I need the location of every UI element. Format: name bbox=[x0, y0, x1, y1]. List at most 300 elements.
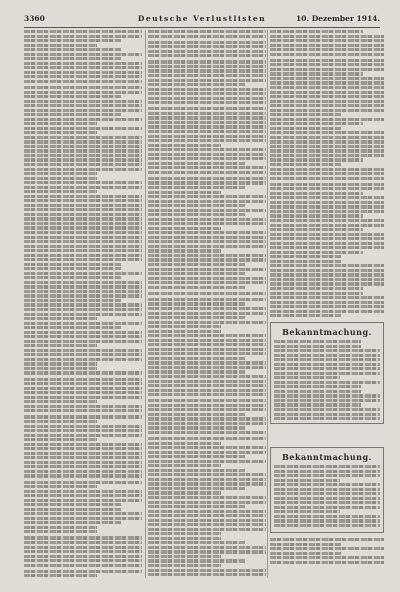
text-line bbox=[24, 521, 121, 524]
text-line bbox=[148, 532, 221, 535]
text-line bbox=[24, 75, 142, 78]
text-line bbox=[148, 272, 245, 275]
text-line bbox=[148, 181, 266, 184]
text-line bbox=[148, 389, 266, 392]
text-line bbox=[24, 536, 142, 539]
text-line bbox=[270, 278, 384, 281]
text-line bbox=[148, 209, 266, 212]
text-line bbox=[274, 488, 380, 491]
text-line bbox=[24, 456, 142, 459]
text-line bbox=[274, 470, 380, 473]
text-line bbox=[24, 358, 142, 361]
text-line bbox=[148, 442, 221, 445]
text-line bbox=[24, 145, 142, 148]
text-line bbox=[148, 537, 221, 540]
text-line bbox=[270, 177, 384, 180]
text-line bbox=[274, 340, 361, 343]
text-line bbox=[274, 510, 340, 513]
text-line bbox=[270, 310, 384, 313]
text-line bbox=[270, 210, 384, 213]
text-line bbox=[270, 314, 341, 317]
text-line bbox=[148, 227, 221, 230]
text-line bbox=[270, 547, 384, 550]
text-line bbox=[148, 298, 266, 301]
text-line bbox=[270, 149, 384, 152]
text-line bbox=[148, 177, 266, 180]
text-line bbox=[148, 375, 266, 378]
text-line bbox=[24, 326, 121, 329]
text-line bbox=[274, 367, 380, 370]
text-line bbox=[24, 48, 121, 51]
text-line bbox=[148, 352, 266, 355]
text-line bbox=[274, 358, 380, 361]
text-line bbox=[24, 447, 142, 450]
text-line bbox=[270, 269, 384, 272]
text-line bbox=[24, 308, 142, 311]
text-line bbox=[24, 331, 142, 334]
text-line bbox=[270, 127, 341, 130]
text-line bbox=[148, 254, 266, 257]
text-line bbox=[148, 83, 245, 86]
text-line bbox=[148, 496, 266, 499]
text-line bbox=[24, 136, 142, 139]
text-line bbox=[148, 148, 266, 151]
footer-note bbox=[270, 538, 384, 565]
text-line bbox=[274, 483, 380, 486]
text-line bbox=[270, 72, 363, 75]
text-line bbox=[148, 268, 266, 271]
text-line bbox=[24, 231, 142, 234]
text-line bbox=[148, 399, 266, 402]
text-line bbox=[274, 474, 380, 477]
text-line bbox=[24, 263, 121, 266]
text-line bbox=[148, 249, 221, 252]
text-line bbox=[270, 305, 384, 308]
text-line bbox=[24, 177, 97, 180]
text-line bbox=[24, 95, 121, 98]
text-line bbox=[24, 396, 142, 399]
text-line bbox=[148, 491, 221, 494]
text-line bbox=[24, 391, 142, 394]
text-line bbox=[148, 550, 266, 553]
text-line bbox=[24, 290, 142, 293]
text-line bbox=[148, 171, 266, 174]
text-line bbox=[148, 45, 266, 48]
text-line bbox=[24, 353, 142, 356]
text-line bbox=[270, 192, 363, 195]
text-line bbox=[270, 237, 384, 240]
text-line bbox=[274, 515, 380, 518]
text-line bbox=[24, 461, 142, 464]
text-line bbox=[148, 321, 266, 324]
text-line bbox=[270, 91, 384, 94]
text-line bbox=[148, 88, 266, 91]
text-line bbox=[148, 334, 266, 337]
text-line bbox=[148, 330, 221, 333]
text-line bbox=[24, 303, 142, 306]
text-line bbox=[24, 285, 142, 288]
text-line bbox=[148, 35, 266, 38]
text-line bbox=[24, 335, 142, 338]
text-line bbox=[148, 157, 266, 160]
text-line bbox=[148, 65, 266, 68]
text-line bbox=[274, 501, 380, 504]
text-line bbox=[24, 420, 97, 423]
text-line bbox=[148, 258, 266, 261]
text-line bbox=[270, 246, 384, 249]
text-line bbox=[148, 236, 266, 239]
text-line bbox=[148, 112, 266, 115]
text-line bbox=[24, 344, 97, 347]
notice-body bbox=[274, 465, 380, 527]
text-line bbox=[148, 573, 266, 576]
text-line bbox=[270, 292, 363, 295]
text-line bbox=[24, 181, 142, 184]
text-line bbox=[148, 316, 245, 319]
text-line bbox=[24, 66, 142, 69]
text-line bbox=[270, 77, 384, 80]
text-line bbox=[148, 222, 266, 225]
text-line bbox=[148, 191, 221, 194]
text-line bbox=[148, 380, 266, 383]
text-line bbox=[148, 125, 266, 128]
text-line bbox=[148, 339, 266, 342]
text-line bbox=[148, 348, 266, 351]
text-line bbox=[24, 367, 97, 370]
text-line bbox=[270, 68, 384, 71]
text-line bbox=[24, 517, 142, 520]
text-line bbox=[270, 196, 384, 199]
text-line bbox=[148, 50, 266, 53]
text-line bbox=[24, 158, 142, 161]
notice-box-2 bbox=[270, 447, 384, 533]
text-line bbox=[24, 546, 142, 549]
text-line bbox=[24, 149, 142, 152]
text-line bbox=[270, 95, 384, 98]
text-line bbox=[24, 118, 142, 121]
text-line bbox=[24, 559, 142, 562]
text-line bbox=[24, 499, 142, 502]
text-line bbox=[24, 276, 121, 279]
text-line bbox=[24, 294, 142, 297]
notice-box-1 bbox=[270, 322, 384, 424]
text-line bbox=[148, 245, 266, 248]
text-line bbox=[274, 524, 380, 527]
text-line bbox=[24, 226, 142, 229]
text-line bbox=[270, 104, 384, 107]
text-line bbox=[270, 260, 341, 263]
text-line bbox=[24, 208, 142, 211]
text-line bbox=[24, 172, 97, 175]
text-line bbox=[274, 506, 380, 509]
text-line bbox=[24, 30, 142, 33]
text-line bbox=[24, 550, 142, 553]
text-line bbox=[24, 429, 142, 432]
text-line bbox=[148, 166, 266, 169]
text-line bbox=[148, 292, 266, 295]
text-line bbox=[24, 57, 121, 60]
text-line bbox=[270, 35, 384, 38]
text-line bbox=[148, 404, 266, 407]
text-line bbox=[270, 131, 384, 134]
text-line bbox=[274, 497, 380, 500]
text-line bbox=[24, 425, 142, 428]
text-line bbox=[148, 325, 221, 328]
text-line bbox=[148, 510, 266, 513]
text-line bbox=[274, 519, 380, 522]
text-line bbox=[270, 228, 363, 231]
text-line bbox=[24, 470, 142, 473]
text-line bbox=[270, 44, 384, 47]
text-line bbox=[24, 574, 97, 577]
text-line bbox=[274, 465, 380, 468]
text-line bbox=[24, 122, 97, 125]
text-line bbox=[148, 130, 266, 133]
text-line bbox=[270, 140, 384, 143]
text-line bbox=[148, 92, 266, 95]
text-line bbox=[270, 39, 384, 42]
text-line bbox=[274, 408, 380, 411]
text-line bbox=[24, 317, 97, 320]
text-line bbox=[148, 69, 266, 72]
text-line bbox=[274, 492, 380, 495]
text-line bbox=[148, 101, 266, 104]
text-line bbox=[148, 195, 266, 198]
text-line bbox=[148, 361, 266, 364]
text-line bbox=[24, 281, 142, 284]
text-line bbox=[148, 482, 266, 485]
text-line bbox=[270, 100, 384, 103]
text-line bbox=[270, 287, 363, 290]
text-line bbox=[148, 546, 266, 549]
text-line bbox=[24, 512, 142, 515]
text-line bbox=[270, 113, 341, 116]
text-line bbox=[148, 30, 266, 33]
text-line bbox=[148, 153, 266, 156]
text-line bbox=[24, 186, 142, 189]
text-line bbox=[148, 231, 266, 234]
text-line bbox=[148, 357, 245, 360]
text-line bbox=[24, 236, 142, 239]
text-line bbox=[24, 443, 142, 446]
text-line bbox=[148, 569, 266, 572]
text-line bbox=[24, 127, 142, 130]
text-line bbox=[24, 564, 142, 567]
text-line bbox=[148, 41, 266, 44]
text-line bbox=[24, 62, 142, 65]
text-line bbox=[148, 541, 245, 544]
text-line bbox=[24, 104, 142, 107]
text-line bbox=[24, 140, 142, 143]
casualty-list-column-3 bbox=[270, 30, 384, 318]
text-line bbox=[24, 113, 121, 116]
text-line bbox=[270, 242, 384, 245]
text-line bbox=[274, 354, 380, 357]
text-line bbox=[274, 385, 361, 388]
text-line bbox=[270, 543, 341, 546]
text-line bbox=[24, 199, 142, 202]
text-line bbox=[148, 218, 266, 221]
text-line bbox=[24, 481, 142, 484]
text-line bbox=[24, 100, 142, 103]
text-line bbox=[24, 452, 142, 455]
text-line bbox=[270, 154, 384, 157]
text-line bbox=[24, 508, 121, 511]
column-divider bbox=[145, 30, 146, 578]
text-line bbox=[148, 79, 266, 82]
text-line bbox=[270, 233, 384, 236]
text-line bbox=[270, 30, 363, 33]
text-line bbox=[148, 455, 245, 458]
text-line bbox=[24, 195, 142, 198]
text-line bbox=[24, 541, 142, 544]
text-line bbox=[270, 145, 384, 148]
text-line bbox=[148, 393, 266, 396]
text-line bbox=[148, 286, 245, 289]
text-line bbox=[24, 438, 97, 441]
text-line bbox=[24, 53, 142, 56]
text-line bbox=[270, 255, 341, 258]
text-line bbox=[24, 131, 97, 134]
text-line bbox=[274, 372, 380, 375]
text-line bbox=[270, 556, 384, 559]
text-line bbox=[270, 81, 384, 84]
text-line bbox=[148, 60, 266, 63]
text-line bbox=[270, 538, 384, 541]
text-line bbox=[148, 116, 266, 119]
text-line bbox=[270, 172, 384, 175]
column-divider bbox=[267, 30, 268, 578]
text-line bbox=[24, 80, 142, 83]
text-line bbox=[274, 345, 361, 348]
text-line bbox=[148, 240, 266, 243]
text-line bbox=[270, 63, 384, 66]
text-line bbox=[24, 371, 142, 374]
text-line bbox=[24, 254, 142, 257]
text-line bbox=[270, 561, 384, 564]
text-line bbox=[148, 121, 266, 124]
text-line bbox=[274, 413, 380, 416]
casualty-list-column-2 bbox=[148, 30, 266, 578]
text-line bbox=[148, 460, 266, 463]
text-line bbox=[270, 205, 384, 208]
text-line bbox=[24, 168, 142, 171]
text-line bbox=[24, 86, 142, 89]
text-line bbox=[24, 490, 142, 493]
page-header bbox=[24, 13, 380, 28]
text-line bbox=[24, 91, 142, 94]
text-line bbox=[24, 213, 142, 216]
text-line bbox=[148, 514, 266, 517]
text-line bbox=[24, 258, 142, 261]
text-line bbox=[148, 426, 245, 429]
text-line bbox=[148, 54, 266, 57]
text-line bbox=[274, 376, 340, 379]
text-line bbox=[274, 417, 380, 420]
text-line bbox=[148, 555, 221, 558]
text-line bbox=[24, 267, 121, 270]
text-line bbox=[274, 403, 361, 406]
text-line bbox=[148, 200, 266, 203]
text-line bbox=[24, 163, 142, 166]
text-line bbox=[24, 530, 97, 533]
text-line bbox=[148, 413, 245, 416]
text-line bbox=[24, 409, 142, 412]
text-line bbox=[148, 417, 266, 420]
text-line bbox=[24, 570, 142, 573]
text-line bbox=[148, 519, 266, 522]
text-line bbox=[148, 307, 266, 310]
text-line bbox=[24, 340, 142, 343]
text-line bbox=[270, 301, 384, 304]
text-line bbox=[148, 139, 266, 142]
text-line bbox=[148, 487, 245, 490]
text-line bbox=[148, 473, 266, 476]
notice-heading: Bekanntmachung. bbox=[282, 327, 372, 337]
text-line bbox=[148, 107, 266, 110]
text-line bbox=[270, 118, 384, 121]
text-line bbox=[148, 431, 266, 434]
casualty-list-column-1 bbox=[24, 30, 142, 578]
text-line bbox=[148, 408, 266, 411]
text-line bbox=[270, 183, 384, 186]
text-line bbox=[270, 163, 341, 166]
text-line bbox=[274, 363, 380, 366]
text-line bbox=[148, 144, 221, 147]
text-line bbox=[24, 362, 97, 365]
text-line bbox=[270, 214, 363, 217]
text-line bbox=[24, 240, 142, 243]
text-line bbox=[24, 71, 142, 74]
text-line bbox=[274, 381, 380, 384]
text-line bbox=[148, 384, 266, 387]
text-line bbox=[24, 378, 142, 381]
text-line bbox=[148, 523, 266, 526]
text-line bbox=[270, 264, 384, 267]
text-line bbox=[270, 187, 384, 190]
text-line bbox=[148, 162, 245, 165]
text-line bbox=[24, 249, 142, 252]
text-line bbox=[270, 122, 363, 125]
text-line bbox=[24, 405, 142, 408]
text-line bbox=[148, 343, 266, 346]
page-number: 3360 bbox=[24, 14, 45, 23]
text-line bbox=[24, 222, 142, 225]
text-line bbox=[270, 59, 384, 62]
text-line bbox=[270, 296, 384, 299]
text-line bbox=[270, 201, 384, 204]
text-line bbox=[24, 154, 142, 157]
text-line bbox=[24, 44, 97, 47]
text-line bbox=[148, 437, 266, 440]
text-line bbox=[148, 135, 266, 138]
text-line bbox=[24, 322, 142, 325]
text-line bbox=[24, 474, 142, 477]
text-line bbox=[270, 158, 363, 161]
text-line bbox=[148, 528, 266, 531]
text-line bbox=[274, 390, 361, 393]
text-line bbox=[148, 74, 266, 77]
text-line bbox=[148, 277, 266, 280]
text-line bbox=[274, 479, 340, 482]
text-line bbox=[274, 394, 380, 397]
text-line bbox=[24, 494, 142, 497]
text-line bbox=[148, 446, 266, 449]
text-line bbox=[270, 251, 363, 254]
text-line bbox=[148, 505, 245, 508]
text-line bbox=[24, 526, 97, 529]
text-line bbox=[148, 204, 245, 207]
